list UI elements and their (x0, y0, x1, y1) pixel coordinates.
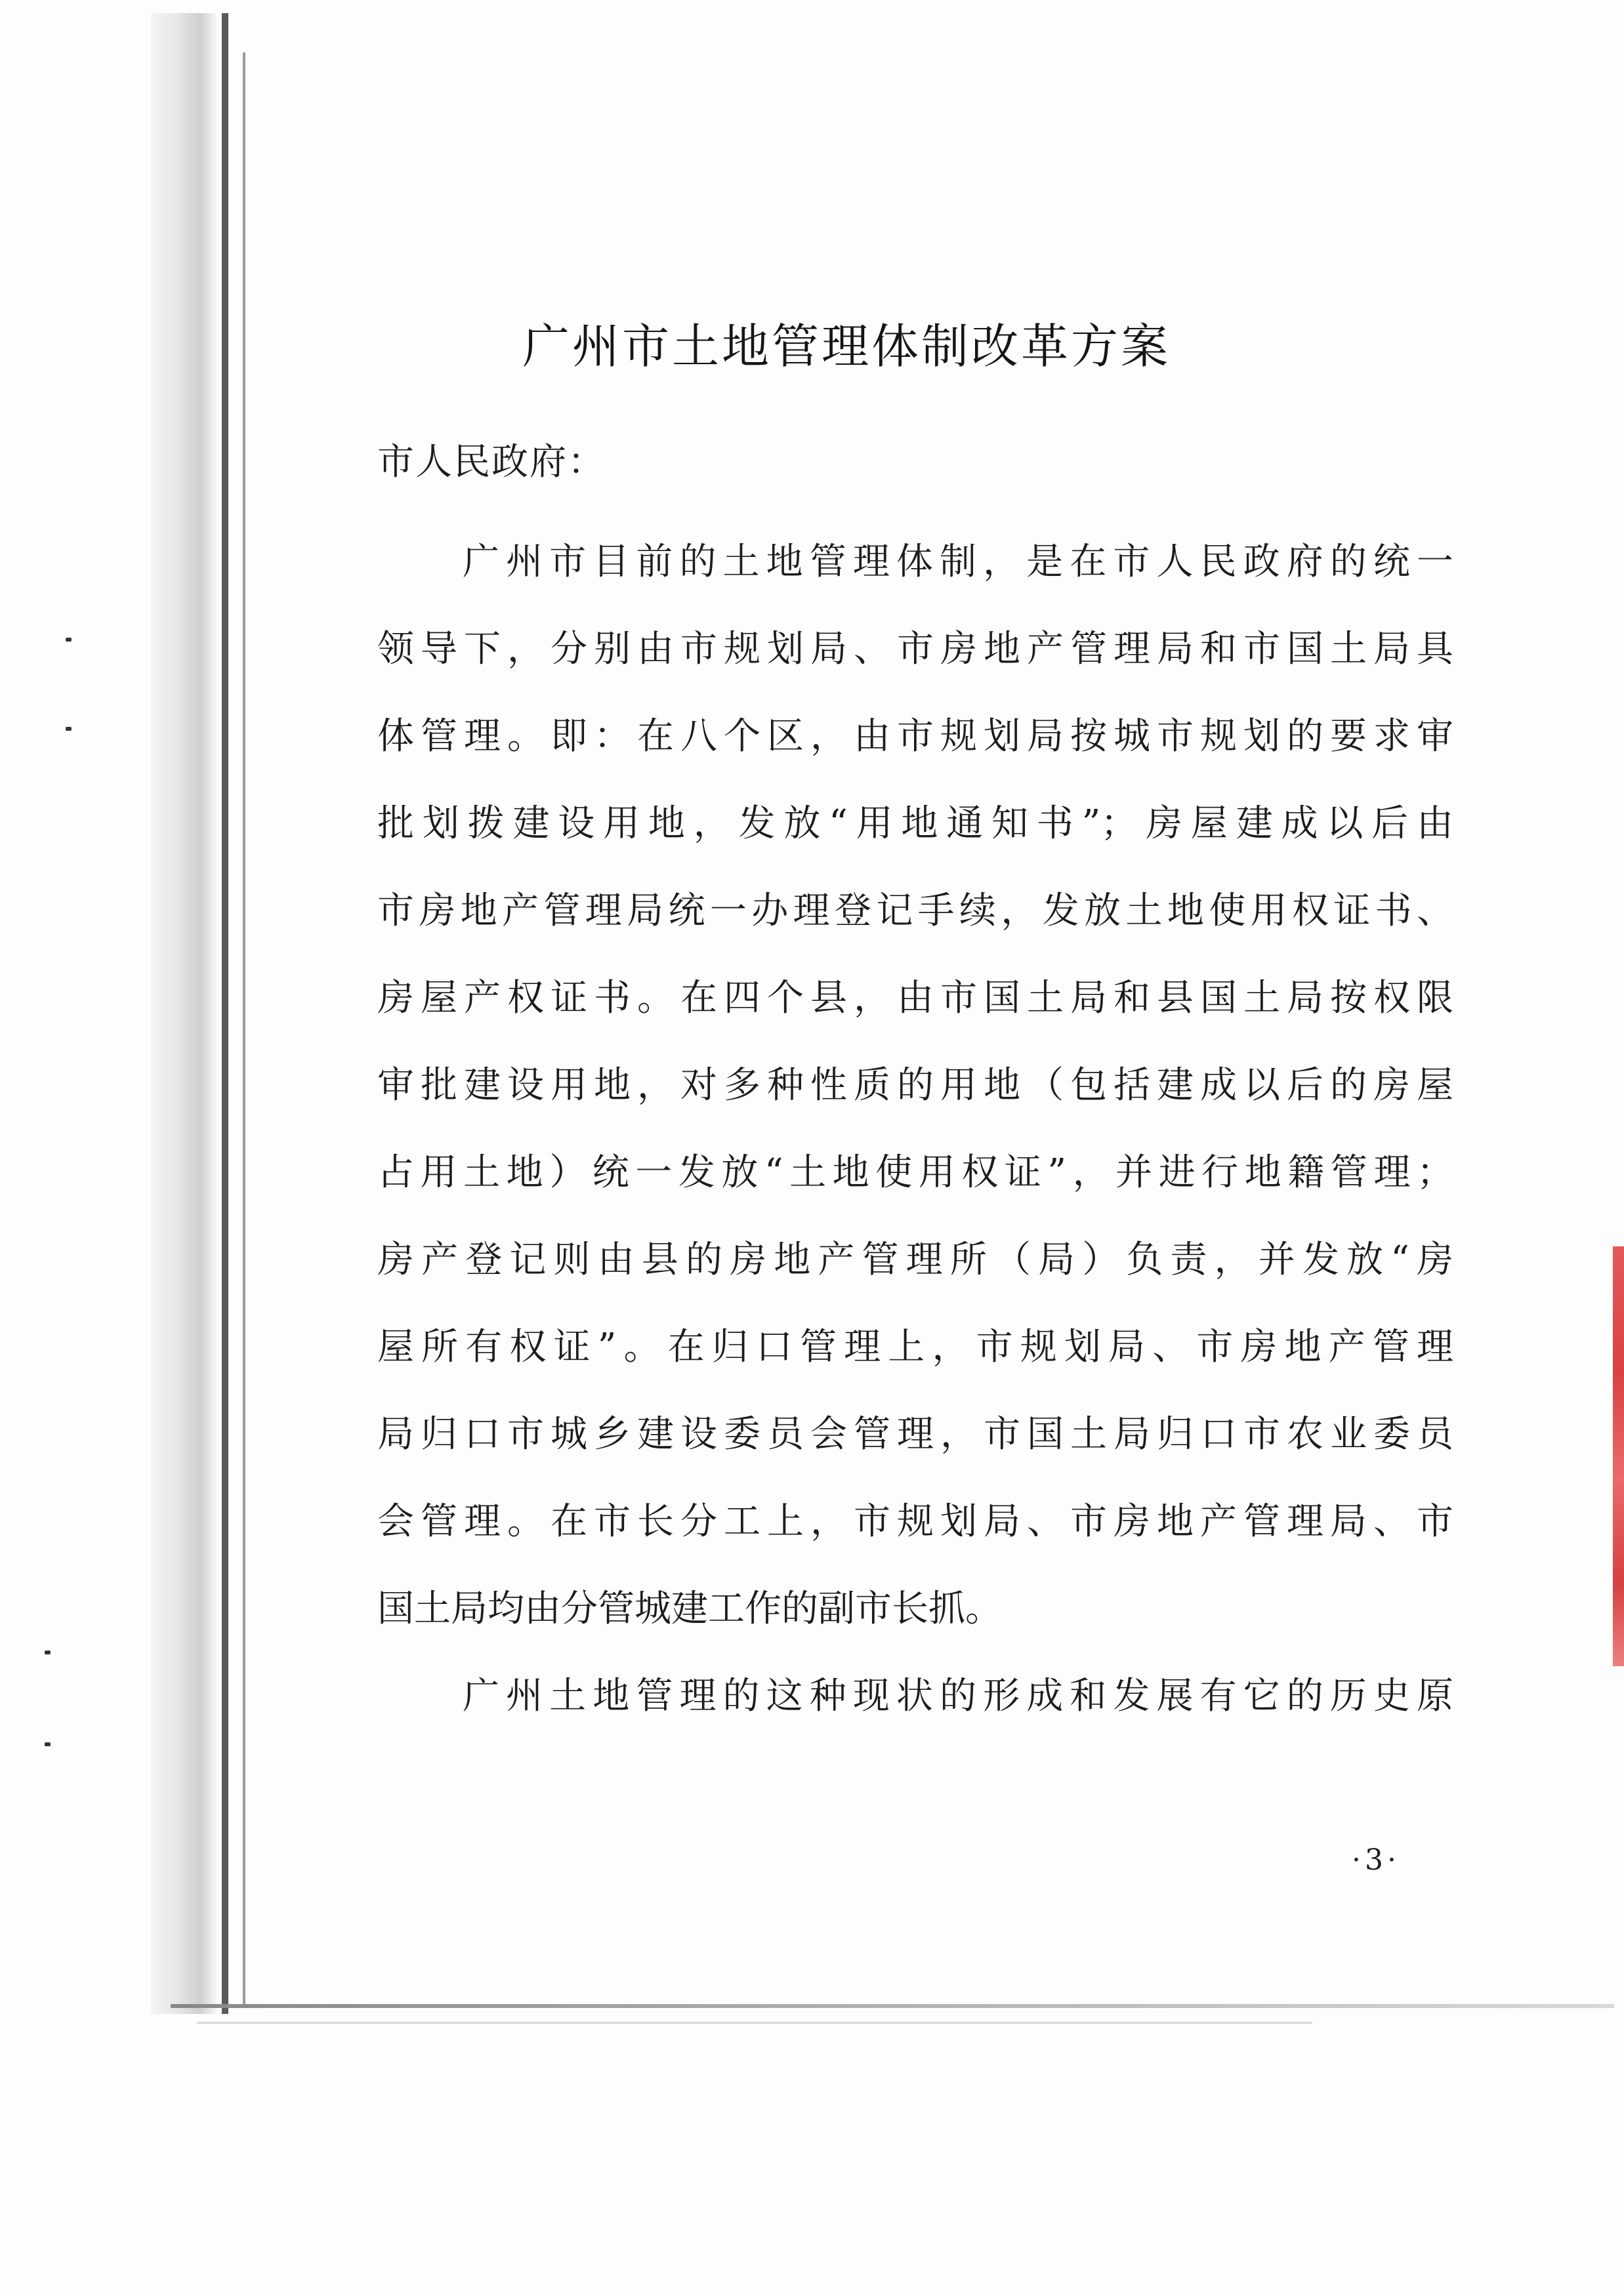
page-bottom-edge-faint (197, 2022, 1312, 2024)
text-line: 体管理。即：在八个区，由市规划局按城市规划的要求审 (377, 715, 1453, 758)
body-text (377, 518, 1453, 1740)
binding-inner-line (243, 52, 245, 2007)
text-line: 占用土地）统一发放“土地使用权证”，并进行地籍管理； (377, 1151, 1453, 1194)
salutation: 市人民政府： (377, 441, 606, 483)
text-line: 市房地产管理局统一办理登记手续，发放土地使用权证书、 (377, 890, 1453, 932)
red-stamp-fragment (1613, 1246, 1624, 1666)
punch-mark (45, 1650, 51, 1654)
text-line: 房屋产权证书。在四个县，由市国土局和县国土局按权限 (377, 977, 1453, 1019)
text-line: 国土局均由分管城建工作的副市长抓。 (377, 1588, 1002, 1630)
text-line: 局归口市城乡建设委员会管理，市国土局归口市农业委员 (377, 1413, 1453, 1456)
text-line: 领导下，分别由市规划局、市房地产管理局和市国土局具 (377, 628, 1453, 670)
page-bottom-edge (171, 2004, 1614, 2008)
binding-gutter-shadow (151, 13, 217, 2014)
text-line: 广州土地管理的这种现状的形成和发展有它的历史原 (463, 1675, 1453, 1717)
binding-edge-line (222, 13, 228, 2014)
text-line: 屋所有权证”。在归口管理上，市规划局、市房地产管理 (377, 1326, 1453, 1368)
page-number: ·3· (1352, 1843, 1400, 1877)
text-line: 审批建设用地，对多种性质的用地（包括建成以后的房屋 (377, 1064, 1453, 1107)
document-title: 广州市土地管理体制改革方案 (522, 319, 1171, 374)
punch-mark (45, 1742, 51, 1746)
text-line: 会管理。在市长分工上，市规划局、市房地产管理局、市 (377, 1500, 1453, 1543)
text-line: 房产登记则由县的房地产管理所（局）负责，并发放“房 (377, 1239, 1453, 1281)
punch-mark (66, 638, 72, 642)
text-line: 广州市目前的土地管理体制，是在市人民政府的统一 (463, 541, 1453, 583)
text-line: 批划拨建设用地，发放“用地通知书”；房屋建成以后由 (377, 802, 1453, 845)
punch-mark (66, 727, 72, 731)
